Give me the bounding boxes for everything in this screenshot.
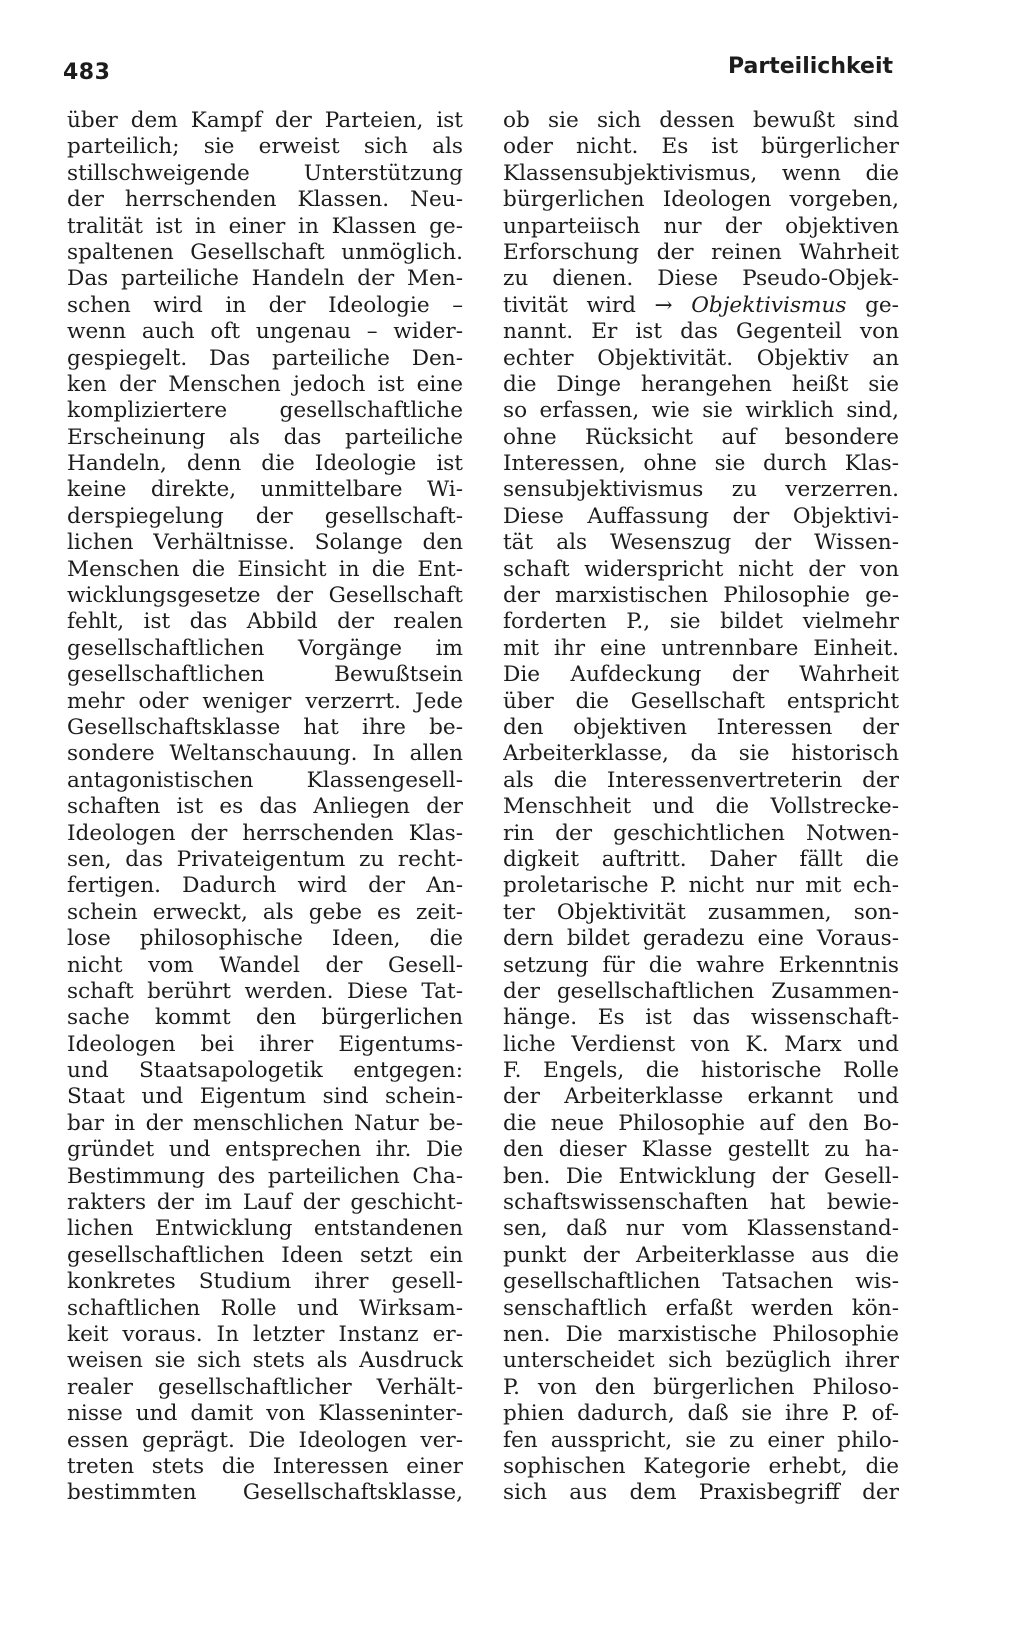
text-line: sondere Weltanschauung. In allen (67, 741, 463, 767)
text-line: über dem Kampf der Parteien, ist (67, 108, 463, 133)
text-line: parteilich; sie erweist sich als (67, 134, 463, 160)
text-line: F. Engels, die historische Rolle (503, 1058, 899, 1084)
text-line: forderten P., sie bildet vielmehr (503, 609, 899, 635)
text-line: unparteiisch nur der objektiven (503, 213, 899, 239)
text-line: die neue Philosophie auf den Bo- (503, 1110, 899, 1136)
text-line: Erscheinung als das parteiliche (67, 424, 463, 450)
running-head: Parteilichkeit (727, 54, 893, 79)
text-fragment: tivität wird (503, 292, 636, 318)
text-line: treten stets die Interessen einer (67, 1453, 463, 1479)
text-line: Die Aufdeckung der Wahrheit (503, 662, 899, 688)
text-line: gesellschaftlichen Vorgänge im (67, 635, 463, 661)
text-line: fen ausspricht, sie zu einer philo- (503, 1427, 899, 1453)
cross-reference-line (503, 293, 899, 319)
text-line: zu dienen. Diese Pseudo-Objek- (503, 266, 899, 292)
text-line: ter Objektivität zusammen, son- (503, 899, 899, 925)
text-line: sache kommt den bürgerlichen (67, 1005, 463, 1031)
text-line: realer gesellschaftlicher Verhält- (67, 1374, 463, 1400)
text-line: keine direkte, unmittelbare Wi- (67, 477, 463, 503)
text-line: der marxistischen Philosophie ge- (503, 583, 899, 609)
text-fragment: ge- (865, 292, 899, 318)
text-line: und Staatsapologetik entgegen: (67, 1058, 463, 1084)
cross-reference-arrow-icon: → (654, 292, 673, 318)
text-line: P. von den bürgerlichen Philoso- (503, 1374, 899, 1400)
text-line: stillschweigende Unterstützung (67, 160, 463, 186)
text-line: derspiegelung der gesellschaft- (67, 503, 463, 529)
text-line: Ideologen bei ihrer Eigentums- (67, 1031, 463, 1057)
text-line: gesellschaftlichen Ideen setzt ein (67, 1242, 463, 1268)
text-line: ben. Die Entwicklung der Gesell- (503, 1163, 899, 1189)
text-line: schein erweckt, als gebe es zeit- (67, 899, 463, 925)
text-line: phien dadurch, daß sie ihre P. of- (503, 1401, 899, 1427)
text-line: rin der geschichtlichen Notwen- (503, 820, 899, 846)
text-line: über die Gesellschaft entspricht (503, 688, 899, 714)
text-line: sen, das Privateigentum zu recht- (67, 846, 463, 872)
text-line: der Arbeiterklasse erkannt und (503, 1084, 899, 1110)
text-line: Bestimmung des parteilichen Cha- (67, 1163, 463, 1189)
page-number: 483 (63, 60, 111, 85)
text-line: Menschen die Einsicht in die Ent- (67, 556, 463, 582)
text-line: Das parteiliche Handeln der Men- (67, 266, 463, 292)
text-line: hänge. Es ist das wissenschaft- (503, 1005, 899, 1031)
text-line: gesellschaftlichen Tatsachen wis- (503, 1269, 899, 1295)
text-line: Interessen, ohne sie durch Klas- (503, 451, 899, 477)
text-line: liche Verdienst von K. Marx und (503, 1031, 899, 1057)
text-line: fertigen. Dadurch wird der An- (67, 873, 463, 899)
text-line: lose philosophische Ideen, die (67, 926, 463, 952)
text-line: bestimmten Gesellschaftsklasse, (67, 1480, 463, 1506)
text-line: Klassensubjektivismus, wenn die (503, 160, 899, 186)
text-line: unterscheidet sich bezüglich ihrer (503, 1348, 899, 1374)
text-line: weisen sie sich stets als Ausdruck (67, 1348, 463, 1374)
text-line: die Dinge herangehen heißt sie (503, 371, 899, 397)
text-line: gespiegelt. Das parteiliche Den- (67, 345, 463, 371)
text-line: tralität ist in einer in Klassen ge- (67, 213, 463, 239)
text-line: nannt. Er ist das Gegenteil von (503, 319, 899, 345)
text-line: dern bildet geradezu eine Voraus- (503, 926, 899, 952)
text-line: Staat und Eigentum sind schein- (67, 1084, 463, 1110)
text-line: rakters der im Lauf der geschicht- (67, 1190, 463, 1216)
text-line: proletarische P. nicht nur mit ech- (503, 873, 899, 899)
text-line: Diese Auffassung der Objektivi- (503, 503, 899, 529)
text-line: den objektiven Interessen der (503, 714, 899, 740)
text-line: sophischen Kategorie erhebt, die (503, 1453, 899, 1479)
text-line: Menschheit und die Vollstrecke- (503, 794, 899, 820)
right-column (503, 108, 899, 1507)
text-line: nicht vom Wandel der Gesell- (67, 952, 463, 978)
text-line: mehr oder weniger verzerrt. Jede (67, 688, 463, 714)
cross-reference-term[interactable]: Objektivismus (691, 292, 847, 318)
text-line: echter Objektivität. Objektiv an (503, 345, 899, 371)
text-line: Erforschung der reinen Wahrheit (503, 239, 899, 265)
text-line: Gesellschaftsklasse hat ihre be- (67, 714, 463, 740)
text-line: der gesellschaftlichen Zusammen- (503, 978, 899, 1004)
text-line: schaftswissenschaften hat bewie- (503, 1190, 899, 1216)
text-line: so erfassen, wie sie wirklich sind, (503, 398, 899, 424)
text-line: oder nicht. Es ist bürgerlicher (503, 134, 899, 160)
text-line: digkeit auftritt. Daher fällt die (503, 846, 899, 872)
text-line: wicklungsgesetze der Gesellschaft (67, 583, 463, 609)
text-line: schaft widerspricht nicht der von (503, 556, 899, 582)
text-line: ohne Rücksicht auf besondere (503, 424, 899, 450)
text-line: den dieser Klasse gestellt zu ha- (503, 1137, 899, 1163)
text-line: gesellschaftlichen Bewußtsein (67, 662, 463, 688)
text-line: fehlt, ist das Abbild der realen (67, 609, 463, 635)
text-line: spaltenen Gesellschaft unmöglich. (67, 239, 463, 265)
text-line: Ideologen der herrschenden Klas- (67, 820, 463, 846)
text-line: bürgerlichen Ideologen vorgeben, (503, 187, 899, 213)
text-line: lichen Entwicklung entstandenen (67, 1216, 463, 1242)
text-line: sensubjektivismus zu verzerren. (503, 477, 899, 503)
text-line: konkretes Studium ihrer gesell- (67, 1269, 463, 1295)
text-line: punkt der Arbeiterklasse aus die (503, 1242, 899, 1268)
text-line: ob sie sich dessen bewußt sind (503, 108, 899, 133)
text-line: Arbeiterklasse, da sie historisch (503, 741, 899, 767)
text-line: ken der Menschen jedoch ist eine (67, 371, 463, 397)
text-line: wenn auch oft ungenau – wider- (67, 319, 463, 345)
text-line: mit ihr eine untrennbare Einheit. (503, 635, 899, 661)
text-line: tät als Wesenszug der Wissen- (503, 530, 899, 556)
text-line: kompliziertere gesellschaftliche (67, 398, 463, 424)
text-line: sich aus dem Praxisbegriff der (503, 1480, 899, 1506)
text-line: essen geprägt. Die Ideologen ver- (67, 1427, 463, 1453)
text-line: bar in der menschlichen Natur be- (67, 1110, 463, 1136)
text-line: schaften ist es das Anliegen der (67, 794, 463, 820)
text-line: antagonistischen Klassengesell- (67, 767, 463, 793)
text-line: schen wird in der Ideologie – (67, 292, 463, 318)
text-line: nen. Die marxistische Philosophie (503, 1321, 899, 1347)
text-line: gründet und entsprechen ihr. Die (67, 1137, 463, 1163)
text-line: lichen Verhältnisse. Solange den (67, 530, 463, 556)
text-line: keit voraus. In letzter Instanz er- (67, 1321, 463, 1347)
left-column (67, 108, 463, 1507)
text-line: der herrschenden Klassen. Neu- (67, 187, 463, 213)
text-line: nisse und damit von Klasseninter- (67, 1401, 463, 1427)
text-line: senschaftlich erfaßt werden kön- (503, 1295, 899, 1321)
text-line: setzung für die wahre Erkenntnis (503, 952, 899, 978)
text-line: als die Interessenvertreterin der (503, 767, 899, 793)
text-line: schaftlichen Rolle und Wirksam- (67, 1295, 463, 1321)
text-line: sen, daß nur vom Klassenstand- (503, 1216, 899, 1242)
text-line: Handeln, denn die Ideologie ist (67, 451, 463, 477)
text-line: schaft berührt werden. Diese Tat- (67, 978, 463, 1004)
